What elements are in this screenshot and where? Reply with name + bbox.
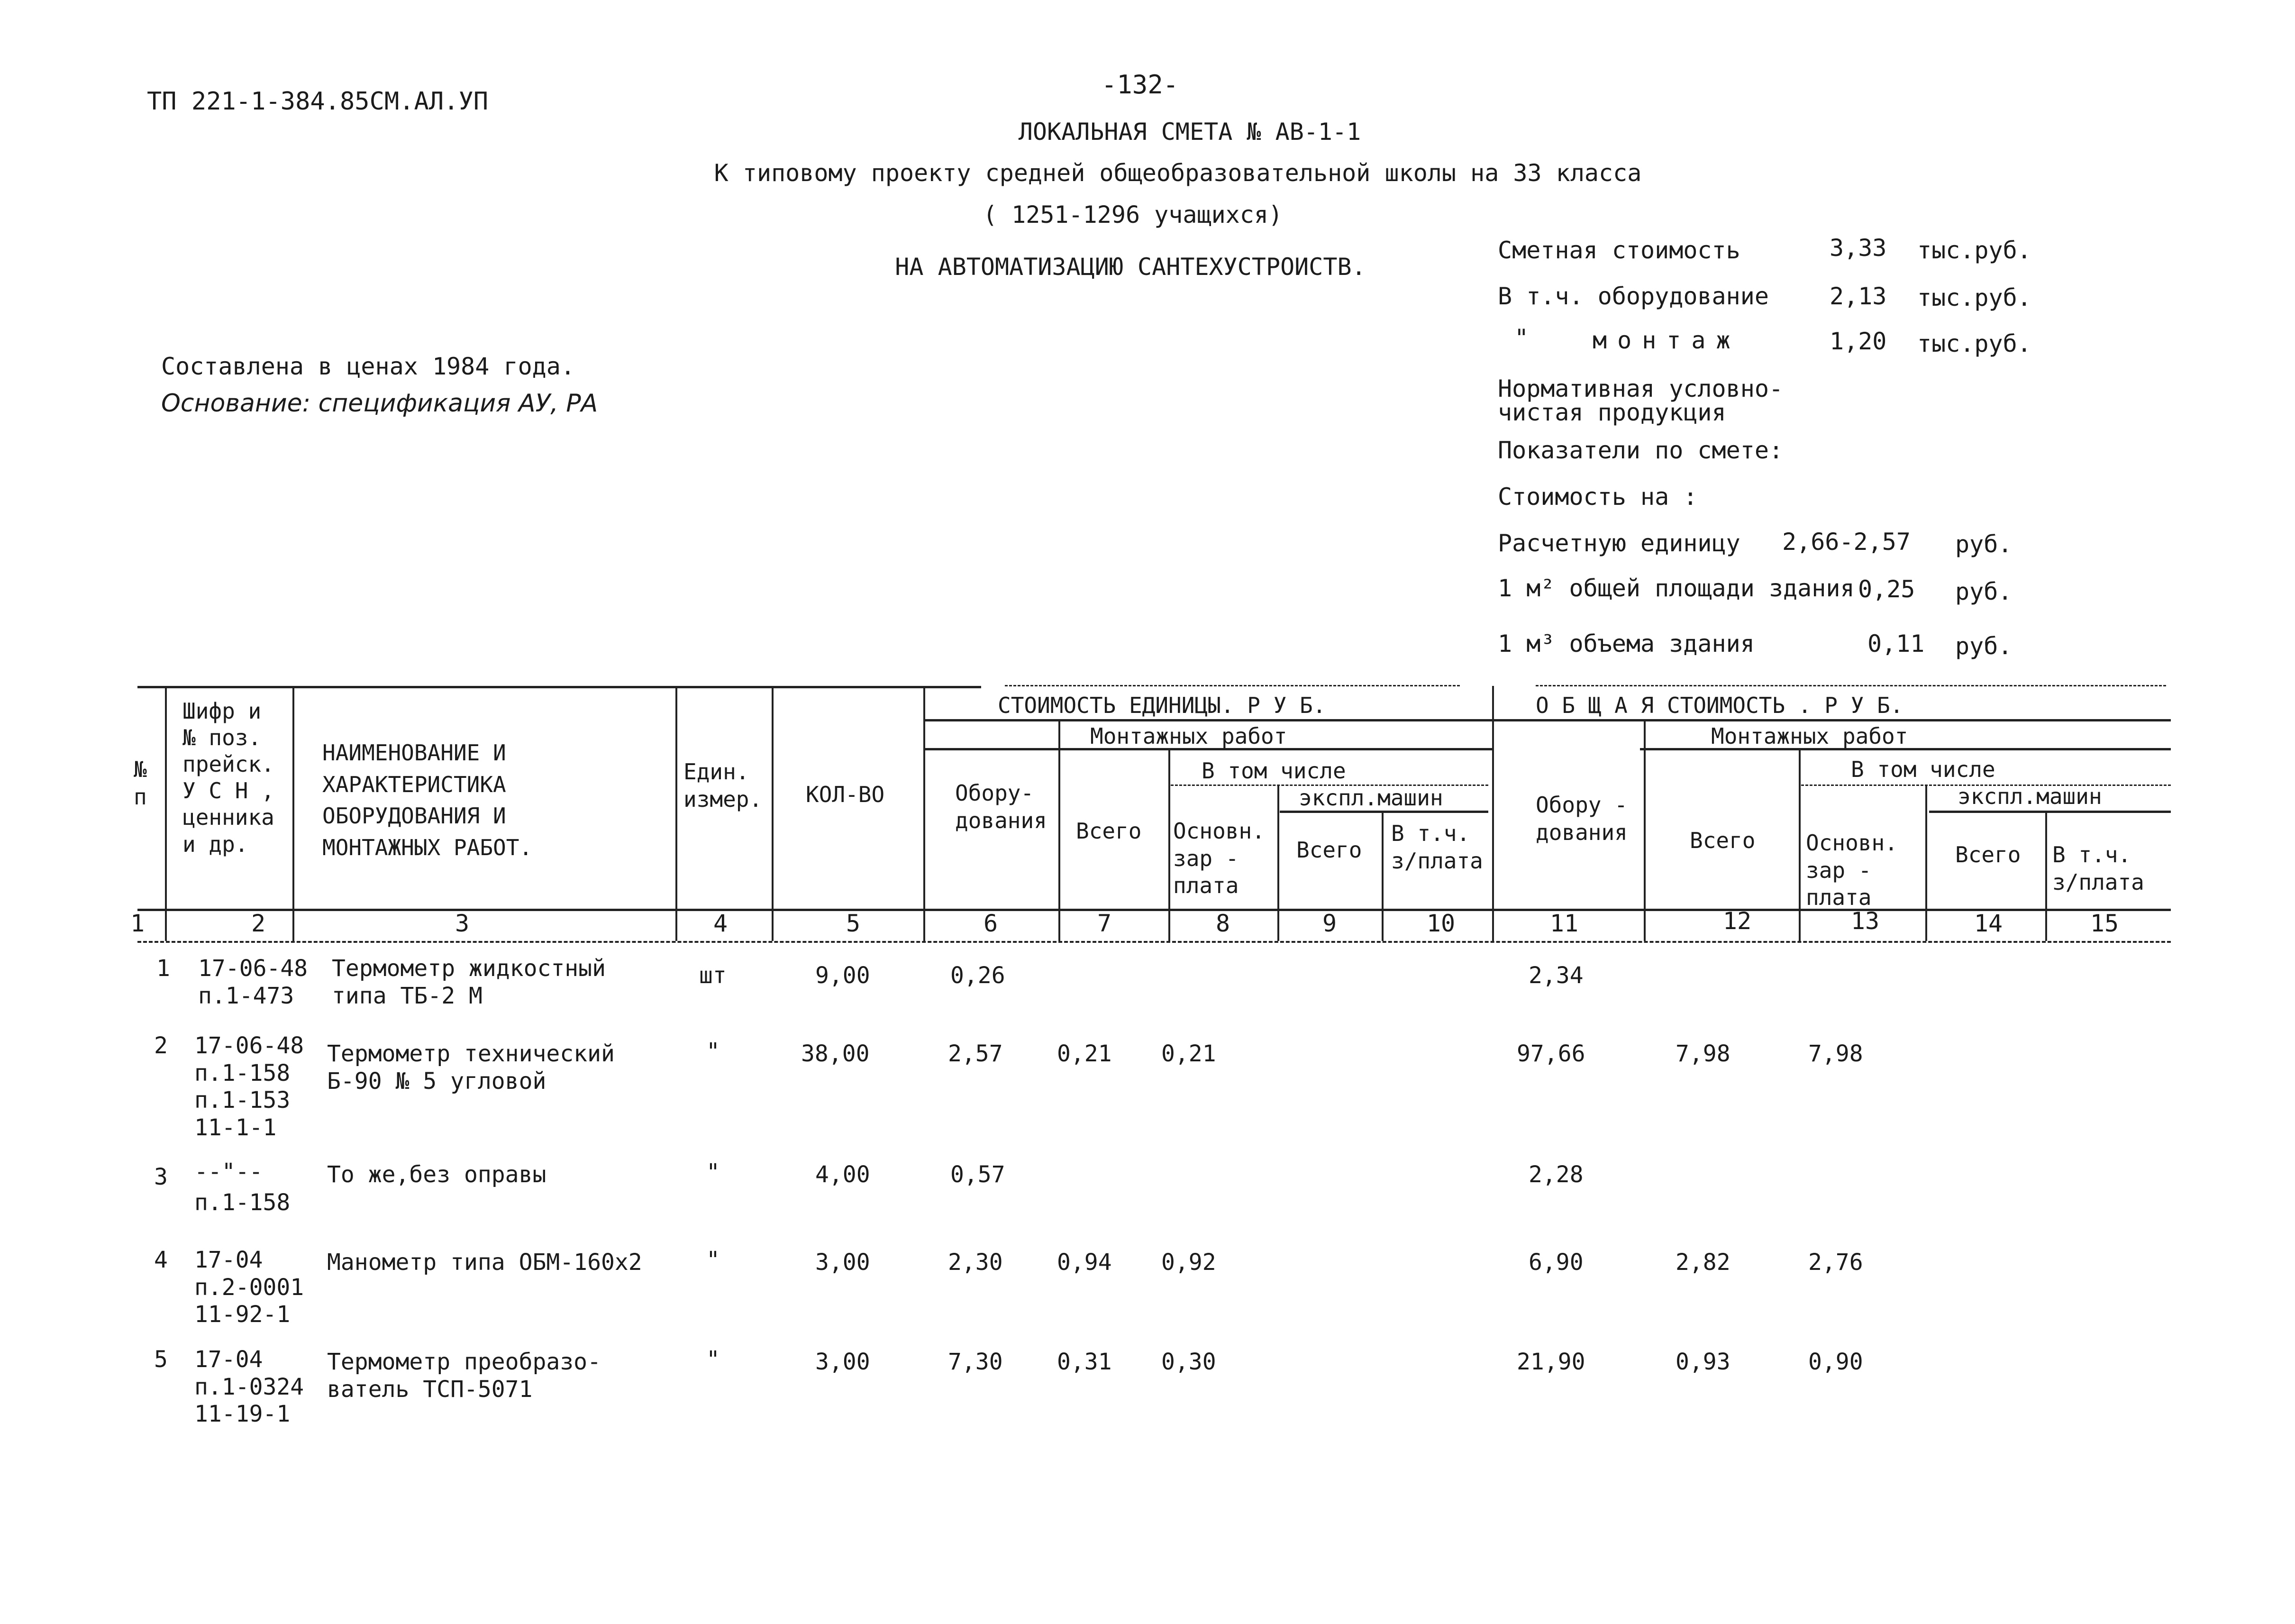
vline-4 <box>772 686 774 941</box>
row-qty: 38,00 <box>801 1040 870 1067</box>
table-top-line <box>137 686 981 688</box>
row-unit: шт <box>699 962 727 989</box>
row-basic-wage: 0,30 <box>1161 1349 1216 1375</box>
col-number-8: 8 <box>1215 910 1230 937</box>
unit-cost-unit: руб. <box>1955 530 2013 558</box>
col-number-6: 6 <box>983 910 998 937</box>
basis-note: Основание: спецификация АУ, РА <box>161 389 598 418</box>
row-equipment-cost: 2,57 <box>948 1040 1003 1067</box>
row-equipment-total: 21,90 <box>1517 1349 1585 1375</box>
header-machines-all-total: Всего <box>1955 842 2021 867</box>
col-number-13: 13 <box>1850 907 1880 935</box>
row-qty: 9,00 <box>815 962 870 989</box>
row-unit: " <box>706 1038 720 1065</box>
row-name: Манометр типа ОБМ-160х2 <box>327 1249 642 1276</box>
row-equipment-total: 97,66 <box>1517 1040 1585 1067</box>
row-number: 3 <box>154 1164 168 1190</box>
area-cost-unit: руб. <box>1955 578 2013 605</box>
col-number-1: 1 <box>130 910 145 937</box>
equipment-value: 2,13 <box>1830 283 1887 310</box>
col-number-7: 7 <box>1097 910 1112 937</box>
row-unit: " <box>706 1159 720 1186</box>
numbers-bottom-line <box>137 941 2171 943</box>
mount-unit: тыс.руб. <box>1917 330 2031 357</box>
cost-label: Сметная стоимость <box>1498 237 1740 264</box>
row-code: --"-- п.1-158 <box>194 1159 291 1216</box>
header-including: В том числе <box>1202 758 1346 784</box>
row-mount-all: 0,94 <box>1057 1249 1112 1276</box>
header-mount-all-total: Всего <box>1690 828 1756 853</box>
vline-2 <box>292 686 294 941</box>
cost-per-label: Стоимость на : <box>1498 483 1698 511</box>
row-unit: " <box>706 1247 720 1273</box>
vline-7 <box>1168 748 1170 941</box>
volume-cost-value: 0,11 <box>1867 630 1925 657</box>
indicators-label: Показатели по смете: <box>1498 437 1784 464</box>
row-code: 17-04 п.1-0324 11-19-1 <box>194 1346 304 1428</box>
header-equipment-total: Обору - дования <box>1536 792 1628 845</box>
row-equipment-cost: 2,30 <box>948 1249 1003 1276</box>
col-number-12: 12 <box>1722 907 1752 935</box>
vline-13 <box>1925 785 1927 941</box>
table-top-dash-left <box>1005 685 1460 686</box>
header-machines-total: экспл.машин <box>1958 784 2102 809</box>
row-equipment-cost: 0,26 <box>950 962 1005 989</box>
row-mount-all-total: 0,93 <box>1676 1349 1730 1375</box>
header-machines: экспл.машин <box>1299 785 1443 811</box>
header-basic-wage: Основн. зар - плата <box>1173 818 1265 898</box>
row-code: 17-04 п.2-0001 11-92-1 <box>194 1247 304 1328</box>
normative-label: Нормативная условно- чистая продукция <box>1498 375 1784 426</box>
equipment-unit: тыс.руб. <box>1917 284 2031 311</box>
col-number-14: 14 <box>1974 910 2003 937</box>
row-name: Термометр технический Б-90 № 5 угловой <box>327 1040 615 1095</box>
row-basic-wage: 0,21 <box>1161 1040 1216 1067</box>
col-number-3: 3 <box>455 910 470 937</box>
document-purpose: НА АВТОМАТИЗАЦИЮ САНТЕХУСТРОИСТВ. <box>895 253 1366 281</box>
header-unit: Един. измер. <box>683 759 763 812</box>
header-equipment: Обору- дования <box>955 780 1047 833</box>
area-cost-value: 0,25 <box>1858 575 1915 603</box>
cost-value: 3,33 <box>1830 234 1887 262</box>
header-qty: КОЛ-ВО <box>806 782 885 807</box>
document-title: ЛОКАЛЬНАЯ СМЕТА № АВ-1-1 <box>1018 118 1361 146</box>
table-top-dash-right <box>1536 685 2166 686</box>
col-number-11: 11 <box>1549 910 1579 937</box>
header-mount-works: Монтажных работ <box>1090 723 1287 749</box>
row-name: То же,без оправы <box>327 1161 546 1188</box>
header-code: Шифр и № поз. прейск. У С Н , ценника и др. <box>182 698 274 857</box>
row-number: 1 <box>156 955 170 982</box>
vline-14 <box>2045 811 2047 941</box>
col-number-2: 2 <box>251 910 266 937</box>
students-count: ( 1251-1296 учащихся) <box>983 201 1283 228</box>
machines-line-2 <box>1929 811 2171 813</box>
row-mount-all-total: 2,82 <box>1676 1249 1730 1276</box>
vline-6 <box>1058 719 1060 941</box>
area-cost-label: 1 м² общей площади здания <box>1498 575 1855 602</box>
row-equipment-cost: 7,30 <box>948 1349 1003 1375</box>
unit-cost-label: Расчетную единицу <box>1498 529 1740 557</box>
unit-cost-value: 2,66-2,57 <box>1782 528 1911 556</box>
row-equipment-total: 2,28 <box>1529 1161 1584 1188</box>
vline-1 <box>165 686 167 941</box>
mount-label: монтаж <box>1593 327 1741 354</box>
mount-value: 1,20 <box>1830 328 1887 355</box>
row-number: 5 <box>154 1346 168 1373</box>
row-name: Термометр жидкостный типа ТБ-2 М <box>332 955 606 1009</box>
col-number-15: 15 <box>2090 910 2119 937</box>
header-num: № п <box>134 757 147 810</box>
volume-cost-label: 1 м³ объема здания <box>1498 630 1755 657</box>
vline-3 <box>675 686 677 941</box>
ditto-mark: " <box>1514 324 1529 352</box>
row-basic-wage-total: 7,98 <box>1808 1040 1863 1067</box>
row-name: Термометр преобразо- ватель ТСП-5071 <box>327 1349 601 1403</box>
vline-10 <box>1492 686 1494 941</box>
row-code: 17-06-48 п.1-473 <box>198 955 308 1009</box>
col-number-5: 5 <box>846 910 861 937</box>
col-number-4: 4 <box>713 910 728 937</box>
vline-11 <box>1644 719 1646 941</box>
row-equipment-total: 2,34 <box>1529 962 1584 989</box>
header-mount-all: Всего <box>1076 818 1142 844</box>
prices-note: Составлена в ценах 1984 года. <box>161 353 575 380</box>
document-subtitle: К типовому проекту средней общеобразовательной школы на 33 класса <box>714 159 1642 187</box>
row-number: 4 <box>154 1247 168 1273</box>
header-total-cost-group: О Б Щ А Я СТОИМОСТЬ . Р У Б. <box>1536 693 1903 718</box>
row-mount-all: 0,31 <box>1057 1349 1112 1375</box>
row-basic-wage-total: 0,90 <box>1808 1349 1863 1375</box>
page-number: -132- <box>1101 70 1179 100</box>
vline-5 <box>923 686 925 941</box>
header-machines-all: Всего <box>1296 837 1362 863</box>
row-equipment-cost: 0,57 <box>950 1161 1005 1188</box>
row-unit: " <box>706 1346 720 1373</box>
vline-8 <box>1277 785 1279 941</box>
row-qty: 3,00 <box>815 1349 870 1375</box>
row-basic-wage-total: 2,76 <box>1808 1249 1863 1276</box>
row-mount-all-total: 7,98 <box>1676 1040 1730 1067</box>
equipment-label: В т.ч. оборудование <box>1498 283 1769 310</box>
document-code: ТП 221-1-384.85СМ.АЛ.УП <box>147 87 489 116</box>
col-number-9: 9 <box>1322 910 1337 937</box>
header-basic-wage-total: Основн. зар - плата <box>1806 830 1898 910</box>
row-equipment-total: 6,90 <box>1529 1249 1584 1276</box>
vline-9 <box>1382 811 1384 941</box>
header-unit-cost-group: СТОИМОСТЬ ЕДИНИЦЫ. Р У Б. <box>998 693 1326 718</box>
header-name: НАИМЕНОВАНИЕ И ХАРАКТЕРИСТИКА ОБОРУДОВАНИЯ И МОНТАЖНЫХ РАБОТ. <box>322 740 533 861</box>
row-number: 2 <box>154 1032 168 1059</box>
group-line <box>924 719 2171 721</box>
header-including-total: В том числе <box>1851 757 1995 782</box>
header-incl-wage: В т.ч. з/плата <box>1391 821 1483 874</box>
row-basic-wage: 0,92 <box>1161 1249 1216 1276</box>
header-mount-works-total: Монтажных работ <box>1711 723 1908 749</box>
row-qty: 3,00 <box>815 1249 870 1276</box>
cost-unit: тыс.руб. <box>1917 237 2031 264</box>
row-mount-all: 0,21 <box>1057 1040 1112 1067</box>
header-incl-wage-total: В т.ч. з/плата <box>2052 842 2144 895</box>
vline-12 <box>1799 748 1801 941</box>
row-code: 17-06-48 п.1-158 п.1-153 11-1-1 <box>194 1032 304 1141</box>
volume-cost-unit: руб. <box>1955 632 2013 660</box>
col-number-10: 10 <box>1426 910 1456 937</box>
row-qty: 4,00 <box>815 1161 870 1188</box>
